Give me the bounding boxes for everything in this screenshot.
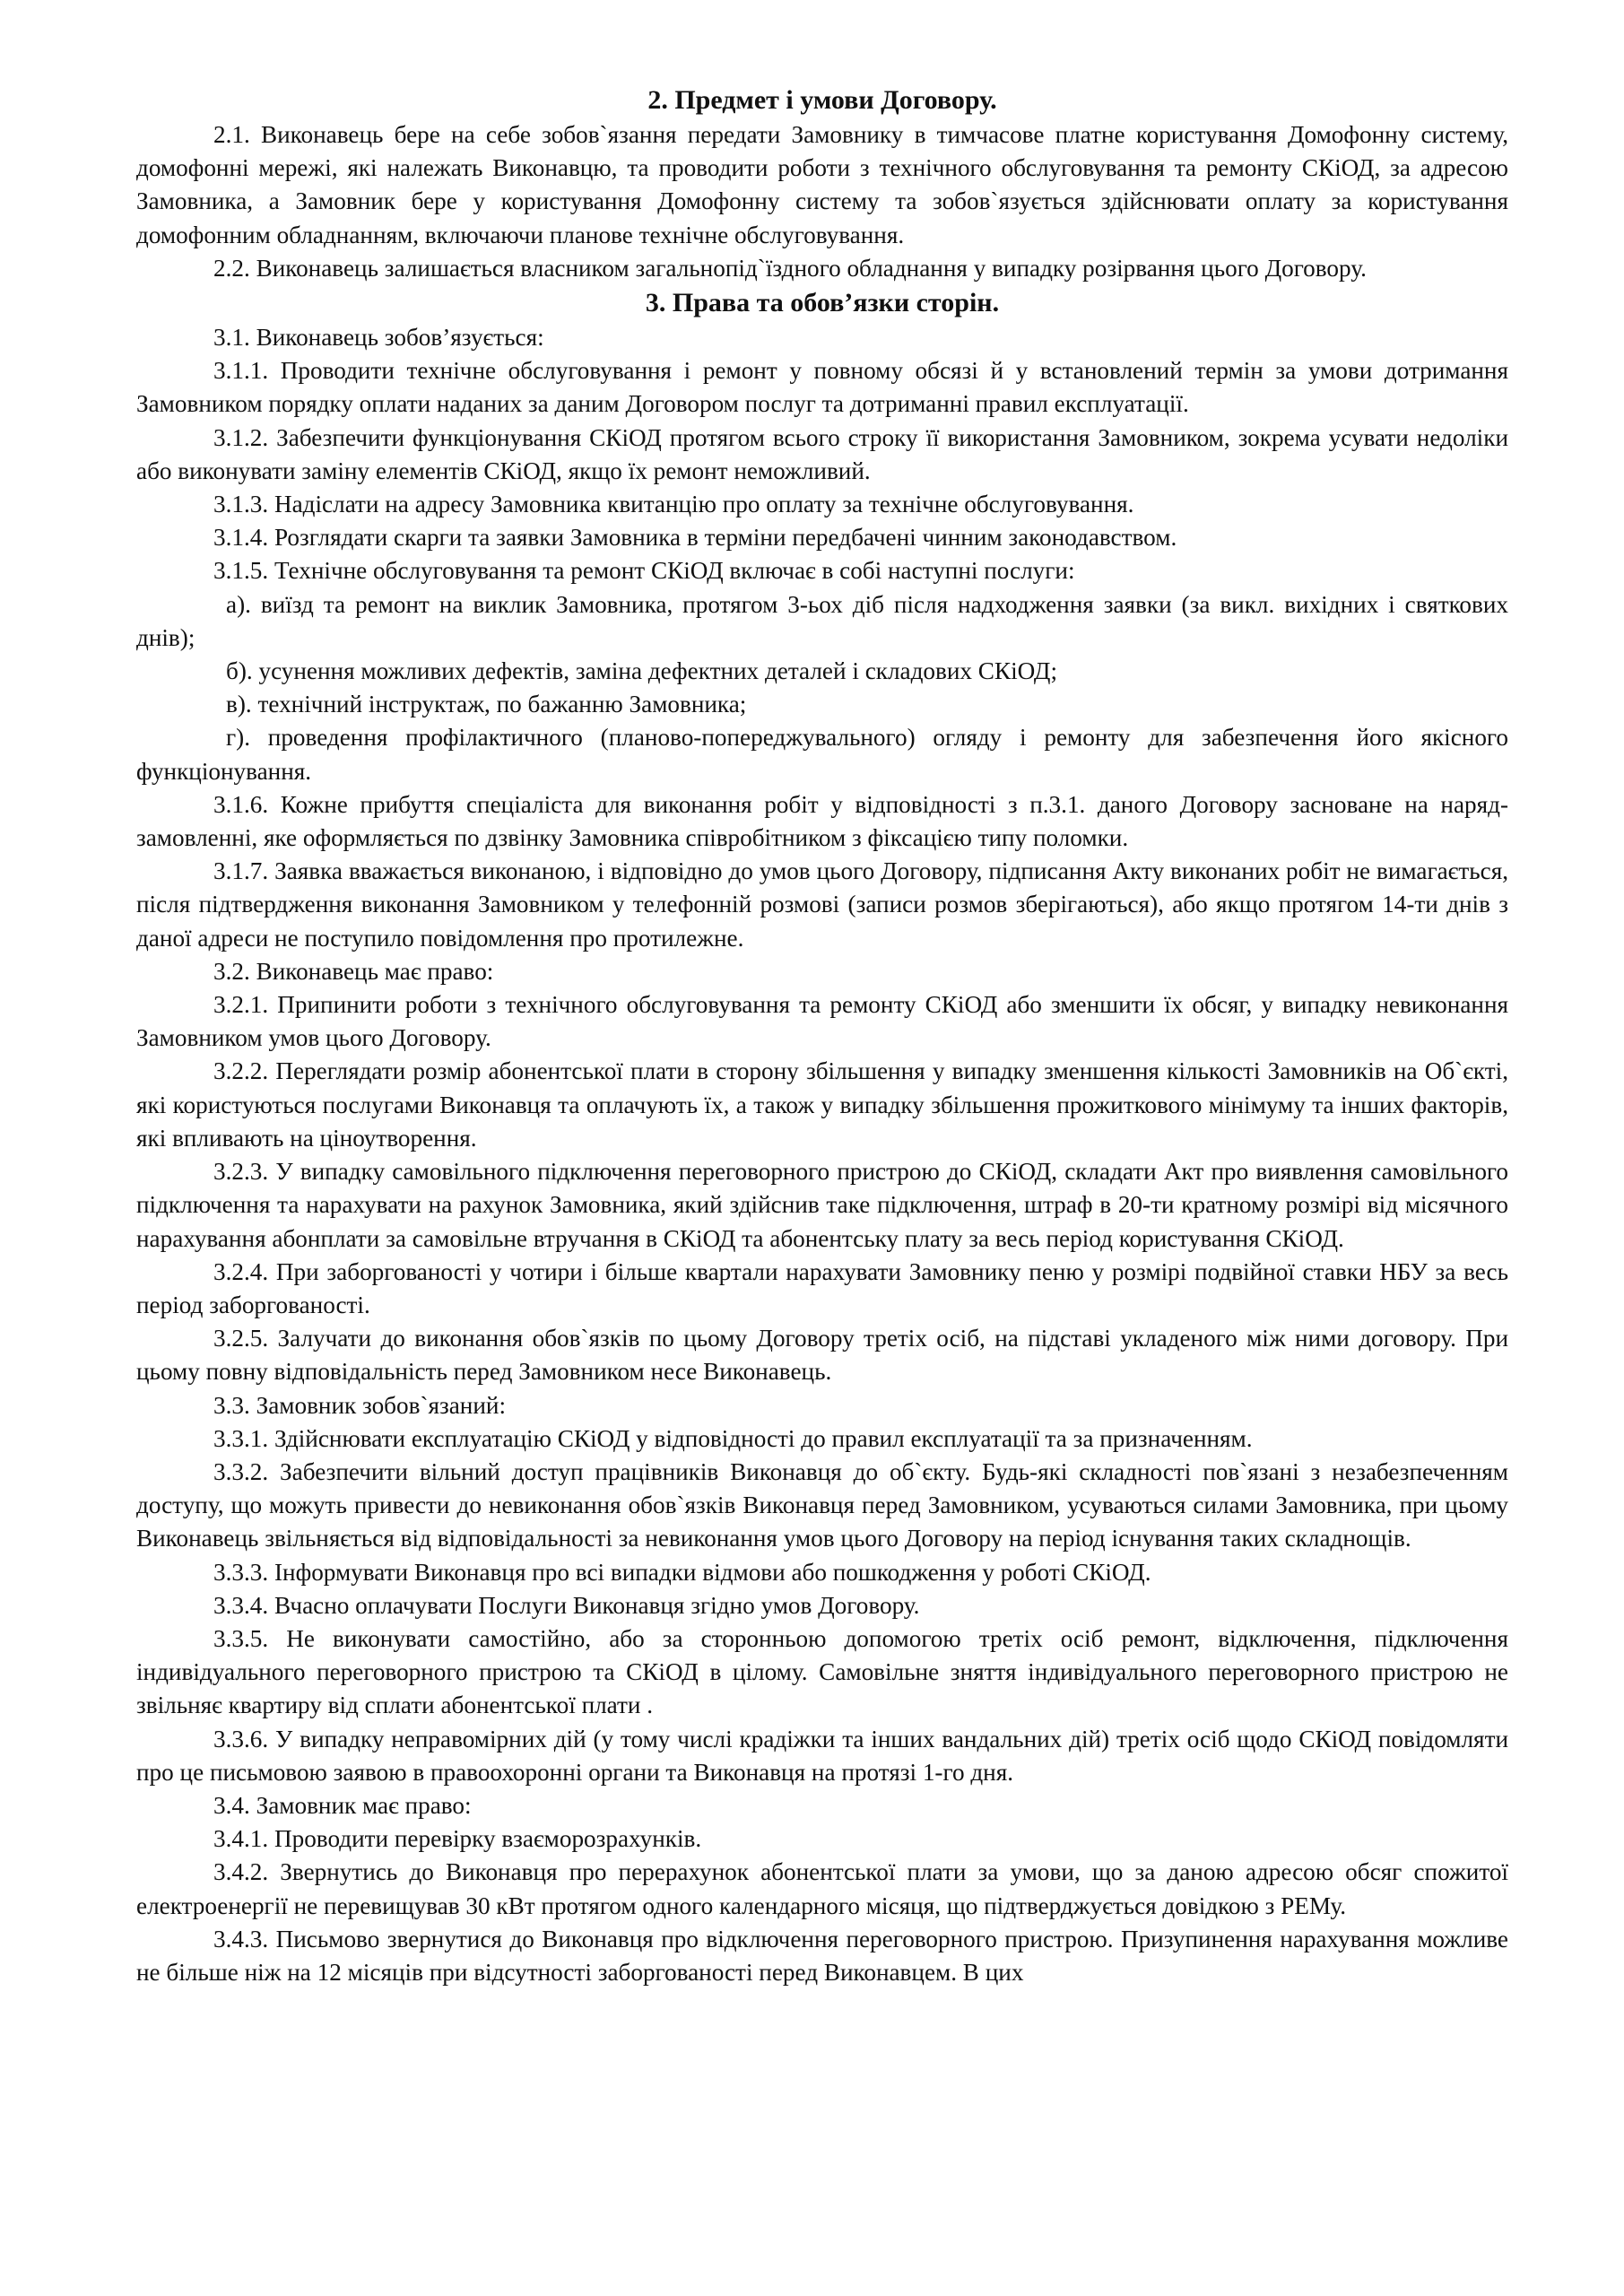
clause-3-1-7: 3.1.7. Заявка вважається виконаною, і відповідно до умов цього Договору, підписання Акту виконаних робіт не вимагається, після підтвердження виконання Замовником у телефонній розмові (записи розмов зберігаються), або якщо протягом 14-ти днів з даної адреси не поступило повідомлення про протилежне. (136, 857, 1508, 952)
clause-3-3-5: 3.3.5. Не виконувати самостійно, або за сторонньою допомогою третіх осіб ремонт, відключення, підключення індивідуального переговорного пристрою та СКіОД в цілому. Самовільне зняття індивідуального переговорного пристрою не звільняє квартиру від сплати абонентської плати . (136, 1624, 1508, 1719)
clause-2-1: 2.1. Виконавець бере на себе зобов`язання передати Замовнику в тимчасове платне користування Домофонну систему, домофонні мережі, які належать Виконавцю, та проводити роботи з технічного обслуговування та ремонту СКіОД, за адресою Замовника, а Замовник бере у користування Домофонну систему та зобов`язується здійснювати оплату за користування домофонним обладнанням, включаючи планове технічне обслуговування. (136, 121, 1508, 248)
clause-3-1-4: 3.1.4. Розглядати скарги та заявки Замовника в терміни передбачені чинним законодавством. (213, 524, 1177, 552)
clause-3-3-6: 3.3.6. У випадку неправомірних дій (у тому числі крадіжки та інших вандальних дій) третіх осіб щодо СКіОД повідомляти про це письмовою заявою в правоохоронні органи та Виконавця на протязі 1-го дня. (136, 1725, 1508, 1786)
clause-3-4: 3.4. Замовник має право: (213, 1791, 472, 1819)
clause-3-1-1: 3.1.1. Проводити технічне обслуговування і ремонт у повному обсязі й у встановлений термін за умови дотримання Замовником порядку оплати наданих за даним Договором послуг та дотриманні правил експлуатації. (136, 357, 1508, 418)
clause-3-4-3: 3.4.3. Письмово звернутися до Виконавця про відключення переговорного пристрою. Призупинення нарахування можливе не більше ніж на 12 місяців при відсутності заборгованості перед Виконавцем. В цих (136, 1925, 1508, 1986)
clause-3-4-2: 3.4.2. Звернутись до Виконавця про перерахунок абонентської плати за умови, що за даною адресою обсяг спожитої електроенергії не перевищував 30 кВт протягом одного календарного місяця, що підтверджується довідкою з РЕМу. (136, 1858, 1508, 1919)
clause-3-3-1: 3.3.1. Здійснювати експлуатацію СКіОД у відповідності до правил експлуатації та за призначенням. (213, 1424, 1253, 1452)
clause-3-2-5: 3.2.5. Залучати до виконання обов`язків по цьому Договору третіх осіб, на підставі укладеного між ними договору. При цьому повну відповідальність перед Замовником несе Виконавець. (136, 1325, 1508, 1386)
clause-2-2: 2.2. Виконавець залишається власником загальнопід`їздного обладнання у випадку розірвання цього Договору. (213, 254, 1367, 282)
clause-3-1-5-a: а). виїзд та ремонт на виклик Замовника, протягом 3-ьох діб після надходження заявки (за викл. вихідних і святкових днів); (136, 590, 1508, 651)
clause-3-1-6: 3.1.6. Кожне прибуття спеціаліста для виконання робіт у відповідності з п.3.1. даного Договору засноване на наряд-замовленні, яке оформляється по дзвінку Замовника співробітником з фіксацією типу поломки. (136, 790, 1508, 852)
section-heading-2: 2. Предмет і умови Договору. (647, 85, 997, 115)
clause-3-1: 3.1. Виконавець зобов’язується: (213, 324, 544, 352)
clause-3-2-1: 3.2.1. Припинити роботи з технічного обслуговування та ремонту СКіОД або зменшити їх обсяг, у випадку невиконання Замовником умов цього Договору. (136, 991, 1508, 1052)
clause-3-2-3: 3.2.3. У випадку самовільного підключення переговорного пристрою до СКіОД, складати Акт про виявлення самовільного підключення та нарахувати на рахунок Замовника, який здійснив таке підключення, штраф в 20-ти кратному розмірі від місячного нарахування абонплати за самовільне втручання в СКіОД та абонентську плату за весь період користування СКіОД. (136, 1158, 1508, 1252)
clause-3-3-2: 3.3.2. Забезпечити вільний доступ працівників Виконавця до об`єкту. Будь-які складності пов`язані з незабезпеченням доступу, що можуть привести до невиконання обов`язків Виконавця перед Замовником, усуваються силами Замовника, при цьому Виконавець звільняється від відповідальності за невиконання умов цього Договору на період існування таких складнощів. (136, 1457, 1508, 1552)
clause-3-3: 3.3. Замовник зобов`язаний: (213, 1391, 507, 1419)
document-page (136, 83, 1508, 1989)
clause-3-1-3: 3.1.3. Надіслати на адресу Замовника квитанцію про оплату за технічне обслуговування. (213, 491, 1134, 518)
clause-3-2-4: 3.2.4. При заборгованості у чотири і більше квартали нарахувати Замовнику пеню у розмірі подвійної ставки НБУ за весь період заборгованості. (136, 1257, 1508, 1318)
clause-3-4-1: 3.4.1. Проводити перевірку взаєморозрахунків. (213, 1825, 702, 1853)
clause-3-1-5: 3.1.5. Технічне обслуговування та ремонт СКіОД включає в собі наступні послуги: (213, 557, 1075, 585)
clause-3-1-5-v: в). технічний інструктаж, по бажанню Замовника; (226, 691, 747, 718)
clause-3-2: 3.2. Виконавець має право: (213, 957, 494, 985)
clause-3-3-4: 3.3.4. Вчасно оплачувати Послуги Виконавця згідно умов Договору. (213, 1591, 920, 1619)
clause-3-3-3: 3.3.3. Інформувати Виконавця про всі випадки відмови або пошкодження у роботі СКіОД. (213, 1558, 1151, 1586)
clause-3-1-5-g: г). проведення профілактичного (планово-попереджувального) огляду і ремонту для забезпечення його якісного функціонування. (136, 724, 1508, 785)
section-heading-3: 3. Права та обов’язки сторін. (645, 288, 1000, 318)
clause-3-2-2: 3.2.2. Переглядати розмір абонентської плати в сторону збільшення у випадку зменшення кількості Замовників на Об`єкті, які користуються послугами Виконавця та оплачують їх, а також у випадку збільшення прожиткового мінімуму та інших факторів, які впливають на ціноутворення. (136, 1057, 1508, 1152)
clause-3-1-2: 3.1.2. Забезпечити функціонування СКіОД протягом всього строку її використання Замовником, зокрема усувати недоліки або виконувати заміну елементів СКіОД, якщо їх ремонт неможливий. (136, 423, 1508, 484)
clause-3-1-5-b: б). усунення можливих дефектів, заміна дефектних деталей і складових СКіОД; (226, 657, 1058, 685)
